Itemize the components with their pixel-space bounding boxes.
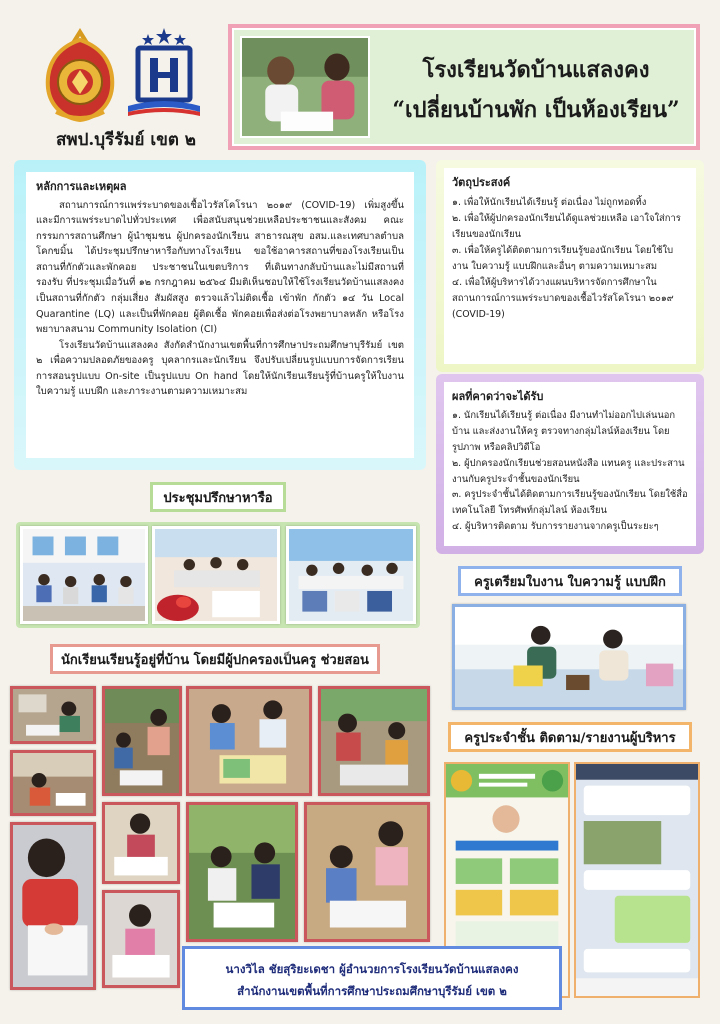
title-photo bbox=[240, 36, 370, 138]
student-photo bbox=[304, 802, 430, 942]
director-name: นางวิไล ชัยสุริยะเดชา ผู้อำนวยการโรงเรียนวัดบ้านแสลงคง bbox=[225, 962, 519, 976]
chat-screenshot bbox=[574, 762, 700, 998]
signature-footer bbox=[182, 946, 562, 1010]
student-photo bbox=[318, 686, 430, 796]
outcomes-heading: ผลที่คาดว่าจะได้รับ bbox=[452, 390, 544, 403]
students-home-label: นักเรียนเรียนรู้อยู่ที่บ้าน โดยมีผู้ปกครองเป็นครู ช่วยสอน bbox=[50, 644, 380, 674]
student-photo bbox=[10, 686, 96, 744]
principle-paragraph: สถานการณ์การแพร่ระบาดของเชื้อไวรัสโคโรนา ๒๐๑๙ (COVID-19) เพิ่มสูงขึ้น และมีการแพร่ระบาดไปทั่วประเทศ เพื่อสนับสนุนช่วยเหลือประชาชนและสังคม คณะกรรมการสถานศึกษา ผู้นำชุมชน ผู้ปกครองนักเรียน สาธารณสุข อสม.และเทศบาลตำบลโคกขมิ้น ได้ประชุมปรึกษาหารือกับทางโรงเรียน ขอใช้อาคารสถานที่ของโรงเรียนเป็นสถานที่กักตัวและพักคอย ประชาชนในเขตบริการ ที่เดินทางกลับบ้านและไม่มีสถานที่รองรับ ที่ประชุมเมื่อวันที่ ๑๒ กรกฎาคม ๒๕๖๔ มีมติเห็นชอบให้ใช้โรงเรียนวัดบ้านแสลงคง เป็นสถานที่กักตัว กลุ่มเสี่ยง สัมผัสสูง ตรวจแล้วไม่ติดเชื้อ เข้าพัก กักตัว ๑๔ วัน Local Quarantine (LQ) และเป็นที่พักคอย ผู้ติดเชื้อ พักคอยเพื่อส่งต่อโรงพยาบาลหลัก หรือโรงพยาบาลสนาม Community Isolation (CI) bbox=[36, 199, 404, 336]
outcome-item: ๓. ครูประจำชั้นได้ติดตามการเรียนรู้ของนักเรียน โดยใช้สื่อเทคโนโลยี โทรศัพท์กลุ่มไลน์ ห้องเรียน bbox=[452, 489, 688, 517]
student-photo bbox=[186, 802, 298, 942]
outcome-item: ๒. ผู้ปกครองนักเรียนช่วยสอนหนังสือ แทนครู และประสานงานกับครูประจำชั้นของนักเรียน bbox=[452, 457, 685, 485]
student-photo bbox=[186, 686, 312, 796]
teacher-prep-photo bbox=[452, 604, 686, 710]
meeting-photo bbox=[20, 526, 148, 624]
area-label: สพป.บุรีรัมย์ เขต ๒ bbox=[55, 130, 197, 150]
office-name: สำนักงานเขตพื้นที่การศึกษาประถมศึกษาบุรีรัมย์ เขต ๒ bbox=[237, 984, 507, 998]
school-name: โรงเรียนวัดบ้านแสลงคง bbox=[422, 57, 650, 83]
objectives-section bbox=[436, 160, 704, 372]
student-photo bbox=[102, 686, 182, 796]
objective-item: ๒. เพื่อให้ผู้ปกครองนักเรียนได้ดูแลช่วยเหลือ เอาใจใส่การเรียนของนักเรียน bbox=[452, 212, 681, 240]
district-logo bbox=[124, 26, 204, 120]
outcome-item: ๔. ผู้บริหารติดตาม รับการรายงานจากครูเป็นระยะๆ bbox=[452, 521, 659, 533]
objective-item: ๓. เพื่อให้ครูได้ติดตามการเรียนรู้ของนักเรียน โดยใช้ใบงาน ใบความรู้ แบบฝึกและอื่นๆ ตามความเหมาะสม bbox=[452, 244, 674, 272]
project-slogan: “เปลี่ยนบ้านพัก เป็นห้องเรียน” bbox=[392, 97, 680, 123]
teacher-prep-label: ครูเตรียมใบงาน ใบความรู้ แบบฝึก bbox=[458, 566, 682, 596]
student-photo bbox=[102, 802, 180, 884]
principle-paragraph: โรงเรียนวัดบ้านแสลงคง สังกัดสำนักงานเขตพื้นที่การศึกษาประถมศึกษาบุรีรัมย์ เขต ๒ เพื่อความปลอดภัยของครู บุคลากรและนักเรียน จึงปรับเปลี่ยนรูปแบบการจัดการเรียนการสอนรูปแบบ On-site เป็นรูปแบบ On hand โดยให้นักเรียนเรียนรู้ที่บ้านครูให้ใบงาน ใบความรู้ แบบฝึก และภาระงานตามความเหมาะสม bbox=[36, 339, 404, 398]
student-photo bbox=[10, 822, 96, 990]
outcome-item: ๑. นักเรียนได้เรียนรู้ ต่อเนื่อง มีงานทำไม่ออกไปเล่นนอกบ้าน และส่งงานให้ครู ตรวจทางกลุ่มไลน์ห้องเรียน โดยรูปภาพ หรือคลิปวิดีโอ bbox=[452, 410, 676, 454]
teacher-follow-label: ครูประจำชั้น ติดตาม/รายงานผู้บริหาร bbox=[448, 722, 692, 752]
meeting-photo bbox=[152, 526, 280, 624]
meeting-photo bbox=[286, 526, 416, 624]
objectives-heading: วัตถุประสงค์ bbox=[452, 176, 511, 189]
title-banner bbox=[228, 24, 700, 150]
principle-heading: หลักการและเหตุผล bbox=[36, 180, 127, 193]
student-photo bbox=[102, 890, 180, 988]
objective-item: ๑. เพื่อให้นักเรียนได้เรียนรู้ ต่อเนื่อง ไม่ถูกทอดทิ้ง bbox=[452, 196, 647, 208]
outcomes-section bbox=[436, 374, 704, 554]
principle-section bbox=[14, 160, 426, 470]
meeting-label: ประชุมปรึกษาหารือ bbox=[150, 482, 286, 512]
obec-logo bbox=[42, 26, 118, 122]
objective-item: ๔. เพื่อให้ผู้บริหารได้วางแผนบริหารจัดการศึกษาในสถานการณ์การแพร่ระบาดของเชื้อไวรัสโคโรนา ๒๐๑๙ (COVID-19) bbox=[452, 276, 674, 320]
student-photo bbox=[10, 750, 96, 816]
